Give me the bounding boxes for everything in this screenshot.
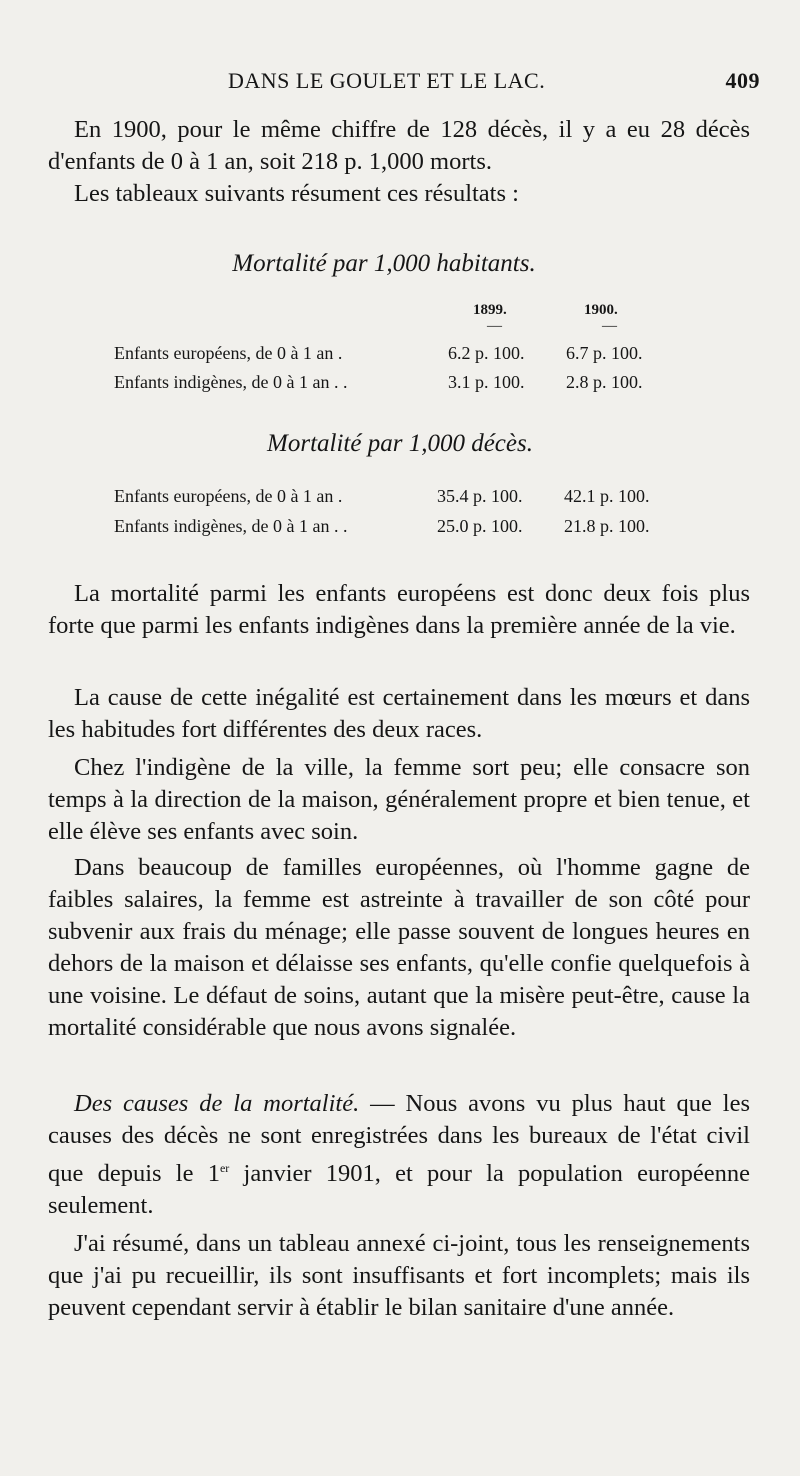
row-label: Enfants indigènes, de 0 à 1 an . . [114, 372, 348, 392]
value-1899: 6.2 p. 100. [448, 343, 525, 363]
page-number: 409 [725, 68, 760, 93]
paragraph-summary: J'ai résumé, dans un tableau annexé ci-joint, tous les renseignements que j'ai pu recueillir, ils sont insuffisants et fort incomplets; mais ils peuvent cependant servir à établir le bilan sanitaire d'une année. [48, 1230, 750, 1321]
paragraph-european-family: Dans beaucoup de familles européennes, où l'homme gagne de faibles salaires, la femme est astreinte à travailler de son côté pour subvenir aux frais du ménage; elle passe souvent de longues heures en dehors de la maison et délaisse ses enfants, qu'elle confie quelquefois à une voisine. Le défaut de soins, autant que la misère peut-être, cause la mortalité considérable que nous avons signalée. [48, 854, 750, 1041]
value-1899: 25.0 p. 100. [437, 516, 523, 536]
paragraph-indigenous-family: Chez l'indigène de la ville, la femme sort peu; elle consacre son temps à la direction de la maison, généralement propre et bien tenue, et elle élève ses enfants avec soin. [48, 754, 750, 845]
table2-title: Mortalité par 1,000 décès. [267, 430, 533, 457]
value-1900: 6.7 p. 100. [566, 343, 643, 363]
paragraph-cause: La cause de cette inégalité est certainement dans les mœurs et dans les habitudes fort différentes des deux races. [48, 684, 750, 743]
intro-text: En 1900, pour le même chiffre de 128 décès, il y a eu 28 décès d'enfants de 0 à 1 an, soit 218 p. 1,000 morts. [48, 116, 750, 175]
paragraph-causes-of-mortality [48, 1088, 750, 1222]
section-lead: Des causes de la mortalité. [74, 1090, 360, 1117]
value-1900: 2.8 p. 100. [566, 372, 643, 392]
paragraph-text: — Nous avons vu plus haut que les causes des décès ne sont enregistrées dans les bureaux de l'état civil que depuis le 1 [48, 1090, 750, 1188]
paragraph-mortality-comparison: La mortalité parmi les enfants européens est donc deux fois plus forte que parmi les enfants indigènes dans la première année de la vie. [48, 580, 750, 639]
intro-paragraph [48, 114, 750, 210]
column-dash-1899: — [487, 318, 502, 334]
value-1899: 3.1 p. 100. [448, 372, 525, 392]
row-label: Enfants indigènes, de 0 à 1 an . . [114, 516, 348, 536]
intro-text-2: Les tableaux suivants résument ces résultats : [74, 180, 519, 207]
value-1900: 42.1 p. 100. [564, 486, 650, 506]
table1-title: Mortalité par 1,000 habitants. [232, 250, 536, 277]
value-1899: 35.4 p. 100. [437, 486, 523, 506]
paragraph-text: janvier 1901, et pour la population européenne seulement. [48, 1160, 750, 1220]
running-header [228, 68, 760, 104]
row-label: Enfants européens, de 0 à 1 an . [114, 486, 343, 506]
superscript: er [219, 1161, 230, 1175]
column-dash-1900: — [602, 318, 617, 334]
column-header-1900: 1900. [584, 302, 618, 318]
header-title: DANS LE GOULET ET LE LAC. [228, 68, 546, 93]
row-label: Enfants européens, de 0 à 1 an . [114, 343, 343, 363]
column-header-1899: 1899. [473, 302, 507, 318]
value-1900: 21.8 p. 100. [564, 516, 650, 536]
